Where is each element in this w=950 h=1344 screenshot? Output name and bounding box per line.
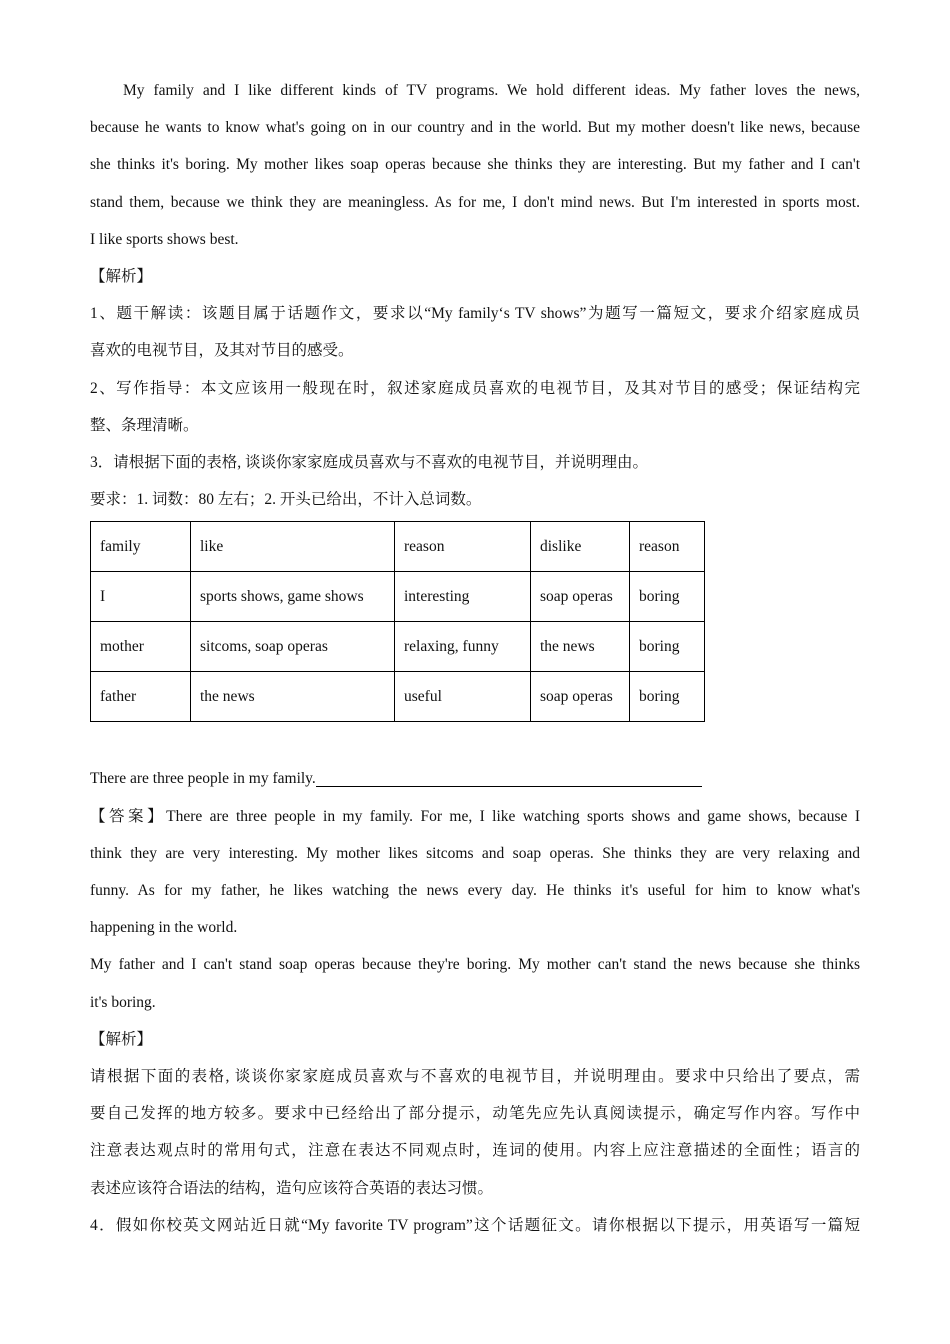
- essay-line: she thinks it's boring. My mother likes soap operas because she thinks they are interesting. But my father and I can't: [90, 156, 860, 174]
- question-requirement: 要求：1. 词数：80 左右；2. 开头已给出，不计入总词数。: [90, 491, 482, 509]
- answer-line: think they are very interesting. My mother likes sitcoms and soap operas. She thinks they are very relaxing and: [90, 844, 860, 862]
- answer-line: My father and I can't stand soap operas because they're boring. My mother can't stand the news because she thinks: [90, 956, 860, 974]
- table-cell: the news: [531, 622, 630, 672]
- table-header-cell: reason: [395, 522, 531, 572]
- table-cell: sports shows, game shows: [191, 572, 395, 622]
- table-cell: I: [91, 572, 191, 622]
- answer-label: 【答案】: [90, 807, 167, 825]
- essay-line: stand them, because we think they are meaningless. As for me, I don't mind news. But I'm interested in sports most.: [90, 193, 860, 211]
- analysis-line: 要自己发挥的地方较多。要求中已经给出了部分提示，动笔先应先认真阅读提示，确定写作内容。写作中: [90, 1105, 860, 1123]
- answer-line: funny. As for my father, he likes watching the news every day. He thinks it's useful for him to know what's: [90, 882, 860, 900]
- analysis-header: 【解析】: [90, 1030, 153, 1048]
- answer-text: There are three people in my family. For me, I like watching sports shows and game shows, because I: [166, 807, 860, 825]
- table-cell: father: [91, 672, 191, 722]
- answer-line: happening in the world.: [90, 919, 238, 937]
- table-header-cell: reason: [630, 522, 705, 572]
- tv-preferences-table: [90, 521, 705, 722]
- document-page: [90, 72, 860, 1244]
- table-cell: useful: [395, 672, 531, 722]
- table-row: [91, 672, 705, 722]
- essay-line: because he wants to know what's going on in our country and in the world. But my mother doesn't like news, because: [90, 119, 860, 137]
- table-cell: boring: [630, 572, 705, 622]
- table-cell: mother: [91, 622, 191, 672]
- table-cell: soap operas: [531, 572, 630, 622]
- analysis-line: 喜欢的电视节目，及其对节目的感受。: [90, 342, 354, 360]
- analysis-line: 表述应该符合语法的结构，造句应该符合英语的表达习惯。: [90, 1179, 494, 1197]
- opening-sentence: There are three people in my family.: [90, 770, 316, 788]
- table-cell: boring: [630, 622, 705, 672]
- answer-blank-line: [316, 766, 702, 787]
- table-row: [91, 572, 705, 622]
- question-title: 3．请根据下面的表格, 谈谈你家家庭成员喜欢与不喜欢的电视节目，并说明理由。: [90, 454, 649, 472]
- analysis-header: 【解析】: [90, 268, 153, 286]
- table-cell: boring: [630, 672, 705, 722]
- table-cell: interesting: [395, 572, 531, 622]
- answer-line: [90, 798, 860, 835]
- analysis-line: 请根据下面的表格, 谈谈你家家庭成员喜欢与不喜欢的电视节目，并说明理由。要求中只给出了要点，需: [90, 1068, 860, 1086]
- analysis-line: 2、写作指导：本文应该用一般现在时，叙述家庭成员喜欢的电视节目，及其对节目的感受；保证结构完: [90, 379, 860, 397]
- analysis-line: 整、条理清晰。: [90, 416, 199, 434]
- essay-paragraph: [90, 72, 860, 258]
- table-header-cell: dislike: [531, 522, 630, 572]
- table-cell: relaxing, funny: [395, 622, 531, 672]
- essay-line: I like sports shows best.: [90, 230, 239, 248]
- table-row: [91, 622, 705, 672]
- essay-line: My family and I like different kinds of TV programs. We hold different ideas. My father loves the news,: [123, 82, 860, 99]
- analysis-line: 注意表达观点时的常用句式，注意在表达不同观点时，连词的使用。内容上应注意描述的全面性；语言的: [90, 1142, 860, 1160]
- table-header-row: [91, 522, 705, 572]
- answer-line: it's boring.: [90, 993, 156, 1011]
- analysis-line: 1、题干解读：该题目属于话题作文，要求以“My family‘s TV shows”为题写一篇短文，要求介绍家庭成员: [90, 305, 860, 323]
- table-header-cell: like: [191, 522, 395, 572]
- table-cell: the news: [191, 672, 395, 722]
- table-header-cell: family: [91, 522, 191, 572]
- question-title: 4．假如你校英文网站近日就“My favorite TV program”这个话题征文。请你根据以下提示，用英语写一篇短: [90, 1216, 860, 1234]
- table-cell: soap operas: [531, 672, 630, 722]
- writing-opening-line: [90, 760, 860, 797]
- table-cell: sitcoms, soap operas: [191, 622, 395, 672]
